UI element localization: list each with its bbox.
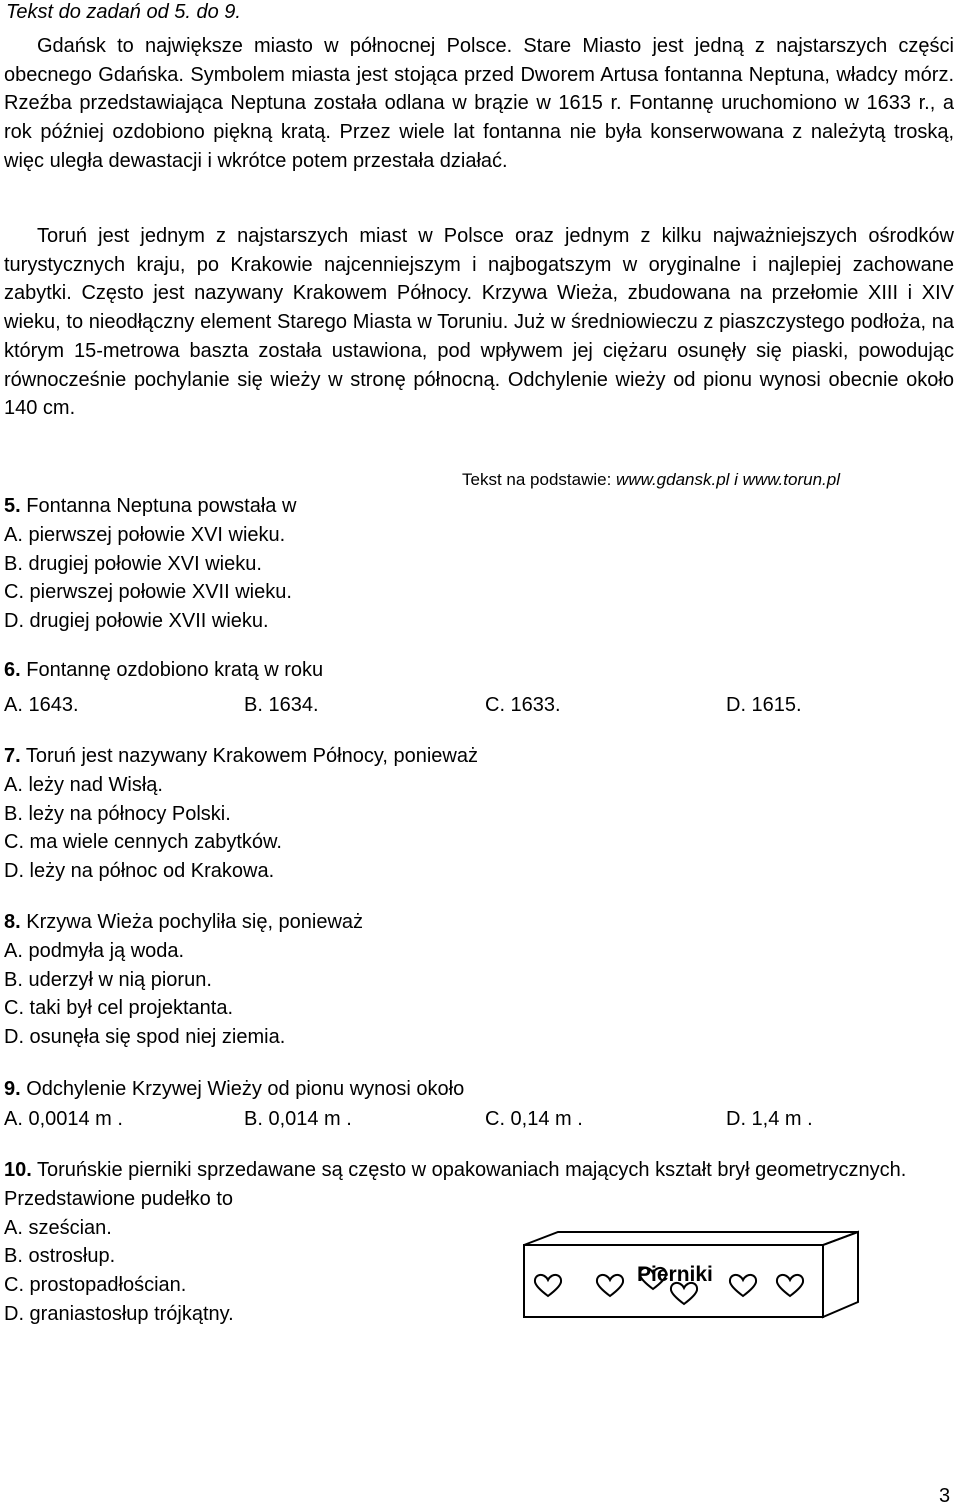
heart-icon bbox=[777, 1275, 803, 1296]
answer-option[interactable]: D. drugiej połowie XVII wieku. bbox=[4, 610, 269, 633]
question-text: Fontanna Neptuna powstała w bbox=[26, 495, 297, 517]
question-number: 6. bbox=[4, 659, 21, 681]
answer-option[interactable]: D. graniastosłup trójkątny. bbox=[4, 1302, 234, 1325]
answer-option[interactable]: A. pierwszej połowie XVI wieku. bbox=[4, 523, 286, 546]
answer-option[interactable]: D. leży na północ od Krakowa. bbox=[4, 860, 275, 883]
heart-icon bbox=[535, 1275, 561, 1296]
answer-option[interactable]: B. ostrosłup. bbox=[4, 1245, 116, 1268]
question-text: Toruńskie pierniki sprzedawane są często w opakowaniach mających kształt brył geometrycznych. Przedstawione pudełko to bbox=[4, 1159, 907, 1210]
answer-option[interactable]: C. ma wiele cennych zabytków. bbox=[4, 831, 282, 854]
source-urls: www.gdansk.pl i www.torun.pl bbox=[616, 470, 840, 489]
answer-option[interactable]: D. 1615. bbox=[726, 694, 802, 716]
text-heading: Tekst do zadań od 5. do 9. bbox=[6, 1, 241, 23]
heart-icon bbox=[597, 1275, 623, 1296]
heart-icon bbox=[730, 1275, 756, 1296]
paragraph-torun: Toruń jest jednym z najstarszych miast w Polsce oraz jednym z kilku najważniejszych ośrodków turystycznych kraju, po Krakowie najcenniejszym i najbogatszym w oryginalne i najlepiej zachowane zabytki. Często jest nazywany Krakowem Północy. Krzywa Wieża, zbudowana na przełomie XIII i XIV wieku, to nieodłączny element Starego Miasta w Toruniu. Już w średniowieczu z piaszczystego podłoża, na którym 15-metrowa baszta została ustawiona, pod wpływem jej ciężaru osunęły się piaski, powodując równocześnie pochylanie się wieży w stronę północną. Odchylenie wieży od pionu wynosi obecnie około 140 cm. bbox=[4, 225, 954, 420]
answer-option[interactable]: B. 0,014 m . bbox=[244, 1108, 352, 1130]
answer-option[interactable]: C. pierwszej połowie XVII wieku. bbox=[4, 581, 292, 604]
heart-icon bbox=[671, 1283, 697, 1304]
question-number: 10. bbox=[4, 1159, 32, 1181]
answer-option[interactable]: C. 0,14 m . bbox=[485, 1108, 583, 1130]
answer-option[interactable]: D. 1,4 m . bbox=[726, 1108, 813, 1130]
answer-option[interactable]: C. 1633. bbox=[485, 694, 561, 716]
question-text: Krzywa Wieża pochyliła się, ponieważ bbox=[26, 911, 364, 933]
answer-option[interactable]: A. 1643. bbox=[4, 694, 79, 716]
question-text: Toruń jest nazywany Krakowem Północy, ponieważ bbox=[25, 745, 478, 767]
answer-option[interactable]: A. 0,0014 m . bbox=[4, 1108, 123, 1130]
answer-option[interactable]: B. uderzył w nią piorun. bbox=[4, 968, 212, 991]
answer-option[interactable]: C. taki był cel projektanta. bbox=[4, 997, 233, 1020]
paragraph-gdansk: Gdańsk to największe miasto w północnej Polsce. Stare Miasto jest jedną z najstarszych części obecnego Gdańska. Symbolem miasta jest stojąca przed Dworem Artusa fontanna Neptuna, władcy mórz. Rzeźba przedstawiająca Neptuna została odlana w brązie w 1615 r. Fontannę uruchomiono w 1633 r., a rok później ozdobiono piękną kratą. Przez wiele lat fontanna nie była konserwowana z należytą troską, więc uległa dewastacji i wkrótce potem przestała działać. bbox=[4, 35, 954, 172]
answer-option[interactable]: B. drugiej połowie XVI wieku. bbox=[4, 552, 262, 575]
answer-option[interactable]: A. sześcian. bbox=[4, 1216, 112, 1239]
answer-option[interactable]: C. prostopadłościan. bbox=[4, 1274, 187, 1297]
box-top-face bbox=[524, 1232, 858, 1245]
answer-option[interactable]: A. podmyła ją woda. bbox=[4, 939, 185, 962]
source-label: Tekst na podstawie: bbox=[462, 470, 612, 489]
question-number: 7. bbox=[4, 745, 21, 767]
question-text: Odchylenie Krzywej Wieży od pionu wynosi około bbox=[26, 1078, 465, 1100]
question-number: 5. bbox=[4, 495, 21, 517]
box-side-face bbox=[823, 1232, 858, 1317]
answer-option[interactable]: B. 1634. bbox=[244, 694, 319, 716]
question-text: Fontannę ozdobiono kratą w roku bbox=[26, 659, 324, 681]
question-number: 9. bbox=[4, 1078, 21, 1100]
box-label: Pierniki bbox=[637, 1263, 713, 1286]
answer-option[interactable]: B. leży na północy Polski. bbox=[4, 802, 231, 825]
page-number: 3 bbox=[939, 1485, 951, 1507]
answer-option[interactable]: D. osunęła się spod niej ziemia. bbox=[4, 1026, 286, 1049]
answer-option[interactable]: A. leży nad Wisłą. bbox=[4, 773, 163, 796]
question-number: 8. bbox=[4, 911, 21, 933]
